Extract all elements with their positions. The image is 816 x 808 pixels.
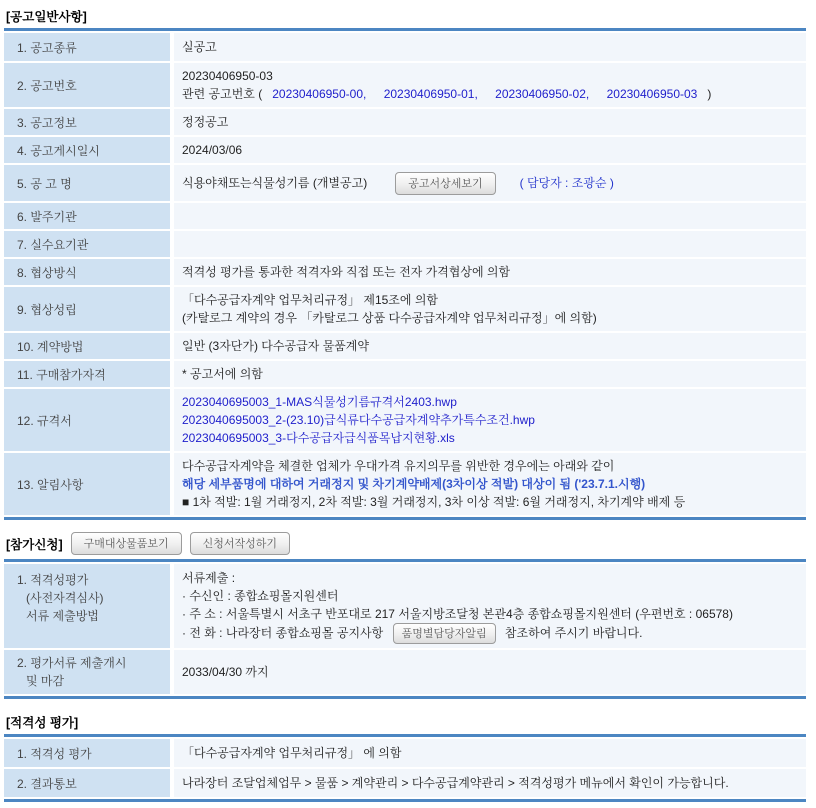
row-value (174, 650, 806, 694)
label-line: (사전자격심사) (26, 591, 104, 605)
general-info-table (4, 28, 806, 520)
table-row-participation-qualification (4, 361, 806, 387)
notice-detail-view-button[interactable]: 공고서상세보기 (395, 172, 495, 195)
section-title-participation: [참가신청] (6, 537, 63, 552)
row-value (174, 231, 806, 257)
table-row-submission-deadline (4, 650, 806, 694)
related-notice-link[interactable]: 20230406950-03 (606, 87, 698, 101)
submission-phone-pre: · 전 화 : 나라장터 종합쇼핑몰 공지사항 (182, 625, 384, 640)
table-row-ordering-agency (4, 203, 806, 229)
table-row-notification (4, 453, 806, 515)
notice-info-value: 정정공고 (182, 115, 229, 129)
notification-line1: 다수공급자계약을 체결한 업체가 우대가격 유지의무를 위반한 경우에는 아래와 같이 (182, 459, 615, 473)
row-value (174, 109, 806, 135)
manager-label: ( 담당자 : 조광순 ) (519, 176, 614, 190)
result-notification-value: 나라장터 조달업체업무 > 물품 > 계약관리 > 다수공급계약관리 > 적격성평가 메뉴에서 확인이 가능합니다. (182, 776, 729, 790)
row-label: 2. 공고번호 (4, 63, 170, 107)
table-row-notice-type (4, 33, 806, 61)
label-line: 1. 적격성평가 (17, 573, 89, 587)
deadline-label (17, 654, 126, 690)
table-row-notice-name (4, 165, 806, 201)
row-label: 12. 규격서 (4, 389, 170, 451)
row-value (174, 287, 806, 331)
catalog-rule-line: (카탈로그 계약의 경우 「카탈로그 상품 다수공급자계약 업무처리규정」에 의함) (182, 311, 597, 325)
row-value (174, 259, 806, 285)
comma-separator: , (585, 87, 590, 101)
row-label: 3. 공고정보 (4, 109, 170, 135)
table-row-negotiation-establishment (4, 287, 806, 331)
row-label: 1. 공고종류 (4, 33, 170, 61)
view-purchase-items-button[interactable]: 구매대상물품보기 (71, 532, 182, 555)
row-value (174, 564, 806, 648)
submission-recipient: · 수신인 : 종합쇼핑몰지원센터 (182, 588, 339, 603)
table-row-document-submission (4, 564, 806, 648)
related-notice-link[interactable]: 20230406950-00 (272, 87, 363, 101)
qualification-value: * 공고서에 의함 (182, 367, 263, 381)
table-row-result-notification (4, 769, 806, 797)
table-row-notice-number (4, 63, 806, 107)
submission-address: · 주 소 : 서울특별시 서초구 반포대로 217 서울지방조달청 본관4층 종합쇼핑몰지원센터 (우편번호 : 06578) (182, 606, 733, 621)
evaluation-table (4, 734, 806, 802)
row-value (174, 33, 806, 61)
submission-title: 서류제출 : (182, 570, 236, 585)
row-label: 9. 협상성립 (4, 287, 170, 331)
row-value (174, 63, 806, 107)
row-value (174, 769, 806, 797)
write-application-button[interactable]: 신청서작성하기 (190, 532, 290, 555)
spec-file-link[interactable]: 2023040695003_2-(23.10)급식류다수공급자계약추가특수조건.hwp (182, 413, 535, 427)
submission-phone-post: 참조하여 주시기 바랍니다. (504, 625, 643, 640)
row-value (174, 739, 806, 767)
submission-phone-line (182, 623, 642, 644)
row-value (174, 361, 806, 387)
related-close-label: ) (707, 87, 712, 101)
submission-method-label (17, 571, 104, 625)
notice-number-value: 20230406950-03 (182, 69, 273, 83)
section-title-general: [공고일반사항] (6, 10, 87, 24)
row-label: 7. 실수요기관 (4, 231, 170, 257)
deadline-value: 2033/04/30 까지 (182, 665, 269, 679)
participation-header (6, 532, 808, 555)
section-title-evaluation: [적격성 평가] (6, 716, 79, 730)
negotiation-method-value: 적격성 평가를 통과한 적격자와 직접 또는 전자 가격협상에 의함 (182, 265, 511, 279)
row-label: 4. 공고게시일시 (4, 137, 170, 163)
comma-separator: , (474, 87, 478, 101)
table-row-notice-info (4, 109, 806, 135)
notice-name-value: 식용야채또는식물성기름 (개별공고) (182, 176, 368, 190)
related-notice-link[interactable]: 20230406950-02 (495, 87, 586, 101)
participation-table (4, 559, 806, 699)
notification-line3: ■ 1차 적발: 1월 거래정지, 2차 적발: 3월 거래정지, 3차 이상 적발: 6월 거래정지, 차기계약 배제 등 (182, 495, 686, 509)
notice-type-value: 실공고 (182, 40, 217, 54)
row-label: 13. 알림사항 (4, 453, 170, 515)
label-line: 2. 평가서류 제출개시 (17, 656, 127, 670)
row-label: 10. 계약방법 (4, 333, 170, 359)
notification-penalty-highlight: 해당 세부품명에 대하여 거래정지 및 차기계약배제(3차이상 적발) 대상이 됨 ('23.7.1.시행) (182, 477, 646, 491)
comma-separator: , (363, 87, 367, 101)
row-label: 8. 협상방식 (4, 259, 170, 285)
row-label: 5. 공 고 명 (4, 165, 170, 201)
label-line: 및 마감 (26, 674, 65, 688)
related-open-label: 관련 공고번호 ( (182, 87, 263, 101)
table-row-eligibility-evaluation (4, 739, 806, 767)
table-row-demand-agency (4, 231, 806, 257)
row-label: 6. 발주기관 (4, 203, 170, 229)
related-notice-link[interactable]: 20230406950-01 (383, 87, 475, 101)
row-value (174, 389, 806, 451)
row-value (174, 165, 806, 201)
row-value (174, 137, 806, 163)
row-value (174, 203, 806, 229)
row-label (4, 564, 170, 648)
label-line: 서류 제출방법 (26, 609, 99, 623)
spec-file-link[interactable]: 2023040695003_3-다수공급자급식품목납지현황.xls (182, 431, 455, 445)
row-label: 11. 구매참가자격 (4, 361, 170, 387)
item-manager-notice-button[interactable]: 품명별담당자알림 (393, 623, 496, 644)
table-row-specification-files (4, 389, 806, 451)
table-row-contract-method (4, 333, 806, 359)
table-row-negotiation-method (4, 259, 806, 285)
row-value (174, 453, 806, 515)
row-value (174, 333, 806, 359)
evaluation-rule-value: 「다수공급자계약 업무처리규정」 에 의함 (182, 746, 402, 760)
row-label (4, 650, 170, 694)
spec-file-link[interactable]: 2023040695003_1-MAS식물성기름규격서2403.hwp (182, 395, 457, 409)
row-label: 2. 결과통보 (4, 769, 170, 797)
row-label: 1. 적격성 평가 (4, 739, 170, 767)
contract-method-value: 일반 (3자단가) 다수공급자 물품계약 (182, 339, 369, 353)
related-notice-numbers (182, 85, 711, 103)
table-row-post-date (4, 137, 806, 163)
negotiation-rule-line: 「다수공급자계약 업무처리규정」 제15조에 의함 (182, 293, 439, 307)
post-date-value: 2024/03/06 (182, 143, 243, 157)
